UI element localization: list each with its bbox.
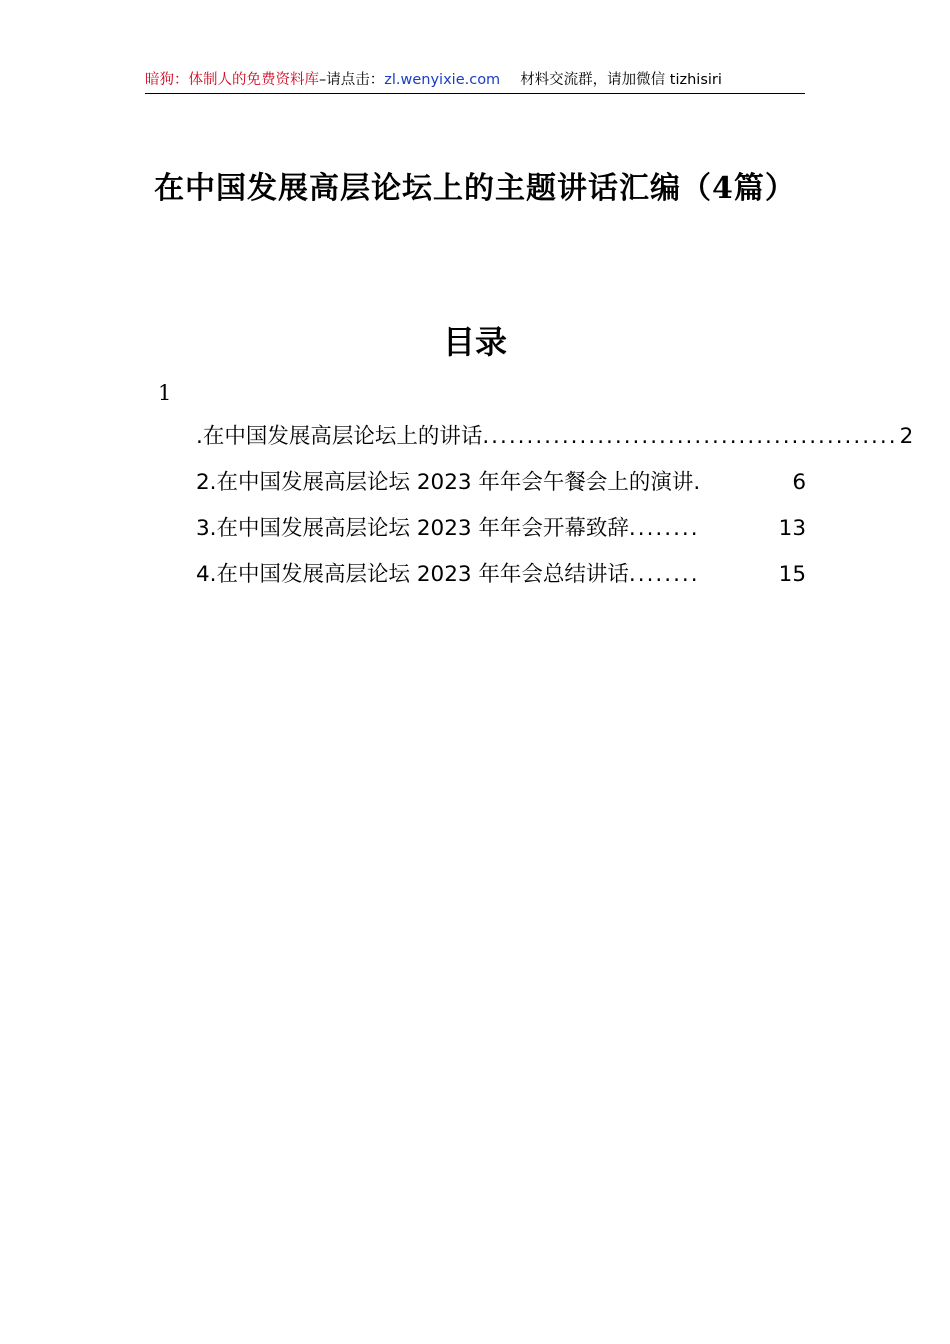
table-of-contents xyxy=(196,419,914,603)
toc-entry-label: 2.在中国发展高层论坛 2023 年年会午餐会上的演讲 xyxy=(196,470,694,495)
toc-entry-page: 6 xyxy=(792,470,806,495)
toc-heading: 目录 xyxy=(442,323,507,361)
toc-entry-label: .在中国发展高层论坛上的讲话 xyxy=(196,424,483,449)
toc-entry[interactable] xyxy=(196,557,806,603)
header-divider xyxy=(145,93,805,94)
header-prompt: –请点击： xyxy=(319,72,385,88)
document-title: 在中国发展高层论坛上的主题讲话汇编（4篇） xyxy=(154,171,796,206)
toc-entry-page: 2 xyxy=(899,424,914,449)
toc-entry-label: 4.在中国发展高层论坛 2023 年年会总结讲话 xyxy=(196,562,629,587)
header-brand: 暗狗：体制人的免费资料库 xyxy=(145,72,319,88)
toc-entry-leader: . xyxy=(693,470,703,495)
toc-entry-page: 15 xyxy=(778,562,806,587)
toc-stray-number: 1 xyxy=(158,381,172,405)
toc-entry-leader: ........ xyxy=(628,562,700,587)
toc-entry-label: 3.在中国发展高层论坛 2023 年年会开幕致辞 xyxy=(196,516,629,541)
page-header xyxy=(145,68,805,92)
toc-entry-leader: ............................................... xyxy=(482,424,898,449)
toc-entry[interactable] xyxy=(196,465,806,511)
toc-entry[interactable] xyxy=(196,511,806,557)
toc-entry-page: 13 xyxy=(778,516,806,541)
toc-entry[interactable] xyxy=(196,419,914,465)
toc-entry-leader: ........ xyxy=(628,516,700,541)
header-contact: 材料交流群，请加微信 tizhisiri xyxy=(520,72,722,88)
header-site-link[interactable]: zl.wenyixie.com xyxy=(384,72,501,88)
